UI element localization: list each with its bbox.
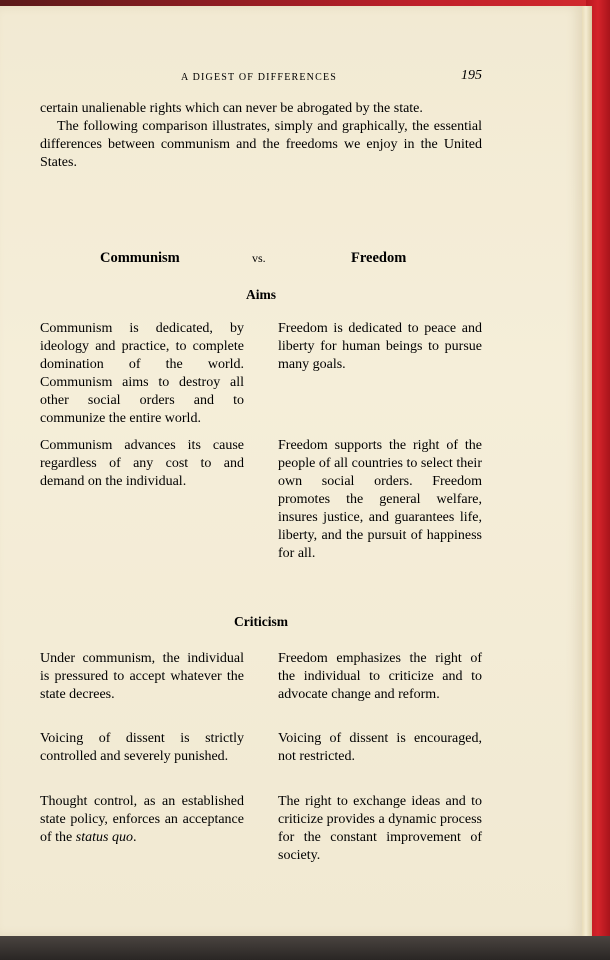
- communism-heading: Communism: [100, 250, 180, 266]
- section-title-aims: Aims: [246, 287, 276, 302]
- running-title: A DIGEST OF DIFFERENCES: [181, 72, 338, 83]
- page-number: 195: [461, 68, 482, 83]
- communism-aims-2: Communism advances its cause regardless of any cost to and demand on the individual.: [40, 438, 244, 489]
- communism-criticism-3: [40, 793, 244, 847]
- communism-criticism-2: Voicing of dissent is strictly controlled and severely punished.: [40, 731, 244, 764]
- intro-paragraph: The following comparison illustrates, simply and graphically, the essential differences between communism and the freedoms we enjoy in the United States.: [40, 119, 482, 170]
- communism-criticism-3-end: .: [132, 830, 137, 845]
- freedom-criticism-2: Voicing of dissent is encouraged, not restricted.: [278, 731, 482, 764]
- communism-criticism-1: Under communism, the individual is pressured to accept whatever the state decrees.: [40, 651, 244, 702]
- freedom-aims-2: Freedom supports the right of the people of all countries to select their own social orders. Freedom promotes the general welfare, insures justice, and guarantees life, liberty, and the pursuit of happiness for all.: [278, 438, 482, 561]
- status-quo-emphasis: status quo: [75, 830, 133, 845]
- comparison-header: [40, 250, 482, 270]
- freedom-criticism-3: The right to exchange ideas and to criticize provides a dynamic process for the constant improvement of society.: [278, 794, 482, 863]
- running-head: [40, 68, 482, 90]
- communism-criticism-3-text: Thought control, as an established state policy, enforces an acceptance of the: [40, 794, 244, 845]
- communism-aims-1: Communism is dedicated, by ideology and practice, to complete domination of the world. Communism aims to destroy all other social orders and to communize the entire world.: [40, 321, 244, 426]
- book-bottom-edge: [0, 936, 610, 960]
- versus-label: vs.: [252, 251, 266, 265]
- freedom-criticism-1: Freedom emphasizes the right of the individual to criticize and to advocate change and reform.: [278, 651, 482, 702]
- page-stack-edge: [582, 6, 592, 936]
- freedom-aims-1: Freedom is dedicated to peace and liberty for human beings to pursue many goals.: [278, 321, 482, 372]
- intro-text: [40, 100, 482, 172]
- intro-paragraph: certain unalienable rights which can never be abrogated by the state.: [40, 101, 423, 116]
- section-title-criticism: Criticism: [234, 614, 288, 629]
- freedom-heading: Freedom: [351, 250, 407, 266]
